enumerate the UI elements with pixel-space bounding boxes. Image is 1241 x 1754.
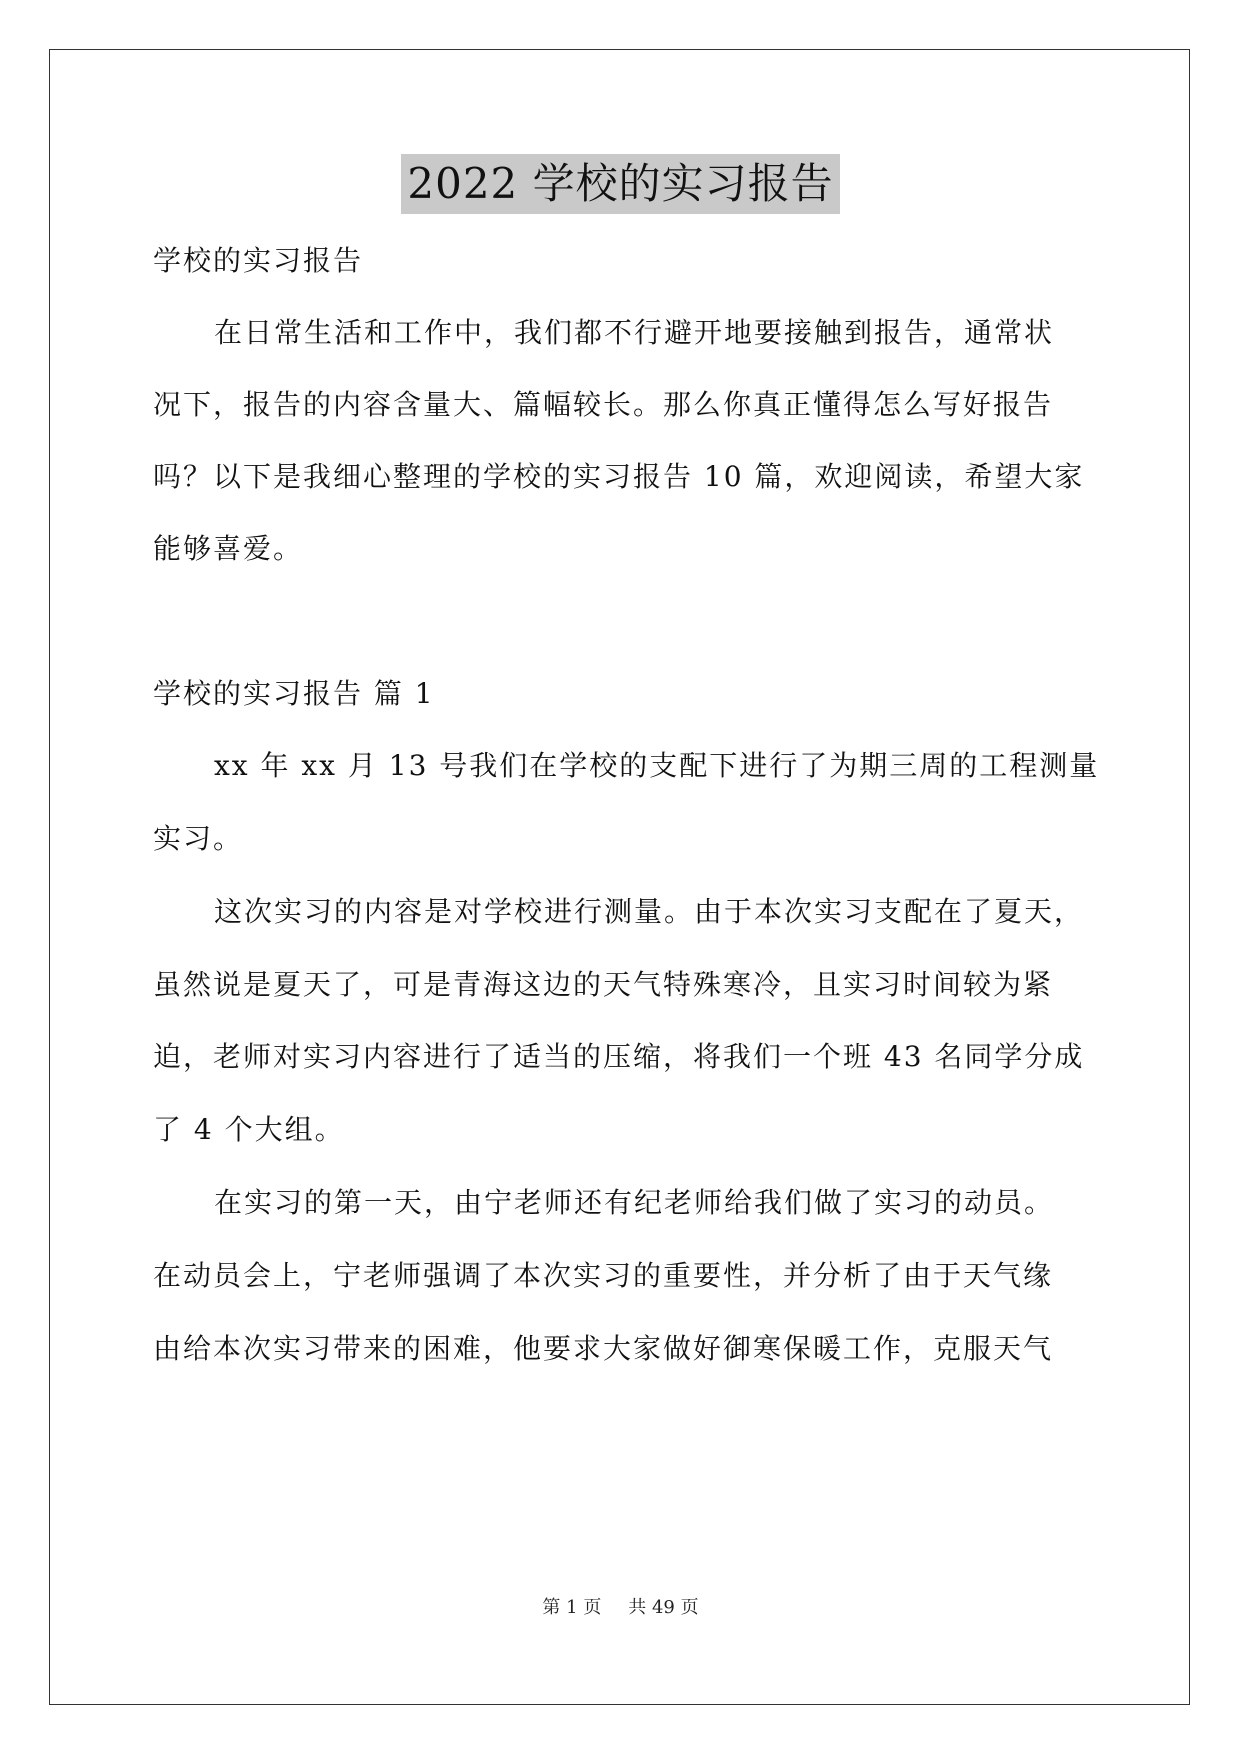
intro-line: 况下，报告的内容含量大、篇幅较长。那么你真正懂得怎么写好报告 [153,388,1054,421]
document-subtitle: 学校的实习报告 [153,244,364,277]
paragraph-line: 在实习的第一天，由宁老师还有纪老师给我们做了实习的动员。 [214,1186,1055,1219]
page-footer [0,1597,1241,1619]
paragraph-line: 实习。 [153,822,244,855]
page-total: 共 49 页 [628,1597,699,1618]
intro-line: 吗？以下是我细心整理的学校的实习报告 10 篇，欢迎阅读，希望大家 [153,460,1085,493]
paragraph-line: 了 4 个大组。 [153,1113,345,1146]
intro-line: 在日常生活和工作中，我们都不行避开地要接触到报告，通常状 [214,316,1055,349]
paragraph-line: xx 年 xx 月 13 号我们在学校的支配下进行了为期三周的工程测量 [214,749,1100,782]
document-title: 2022 学校的实习报告 [401,154,839,214]
title-container [0,154,1241,214]
paragraph-line: 这次实习的内容是对学校进行测量。由于本次实习支配在了夏天， [214,895,1085,928]
paragraph-line: 由给本次实习带来的困难，他要求大家做好御寒保暖工作，克服天气 [153,1332,1054,1365]
paragraph-line: 迫，老师对实习内容进行了适当的压缩，将我们一个班 43 名同学分成 [153,1040,1085,1073]
paragraph-line: 虽然说是夏天了，可是青海这边的天气特殊寒冷，且实习时间较为紧 [153,968,1054,1001]
intro-line: 能够喜爱。 [153,532,304,565]
page-number: 第 1 页 [542,1597,602,1618]
section-heading: 学校的实习报告 篇 1 [153,677,435,710]
page-border [49,49,1190,1705]
paragraph-line: 在动员会上，宁老师强调了本次实习的重要性，并分析了由于天气缘 [153,1259,1054,1292]
